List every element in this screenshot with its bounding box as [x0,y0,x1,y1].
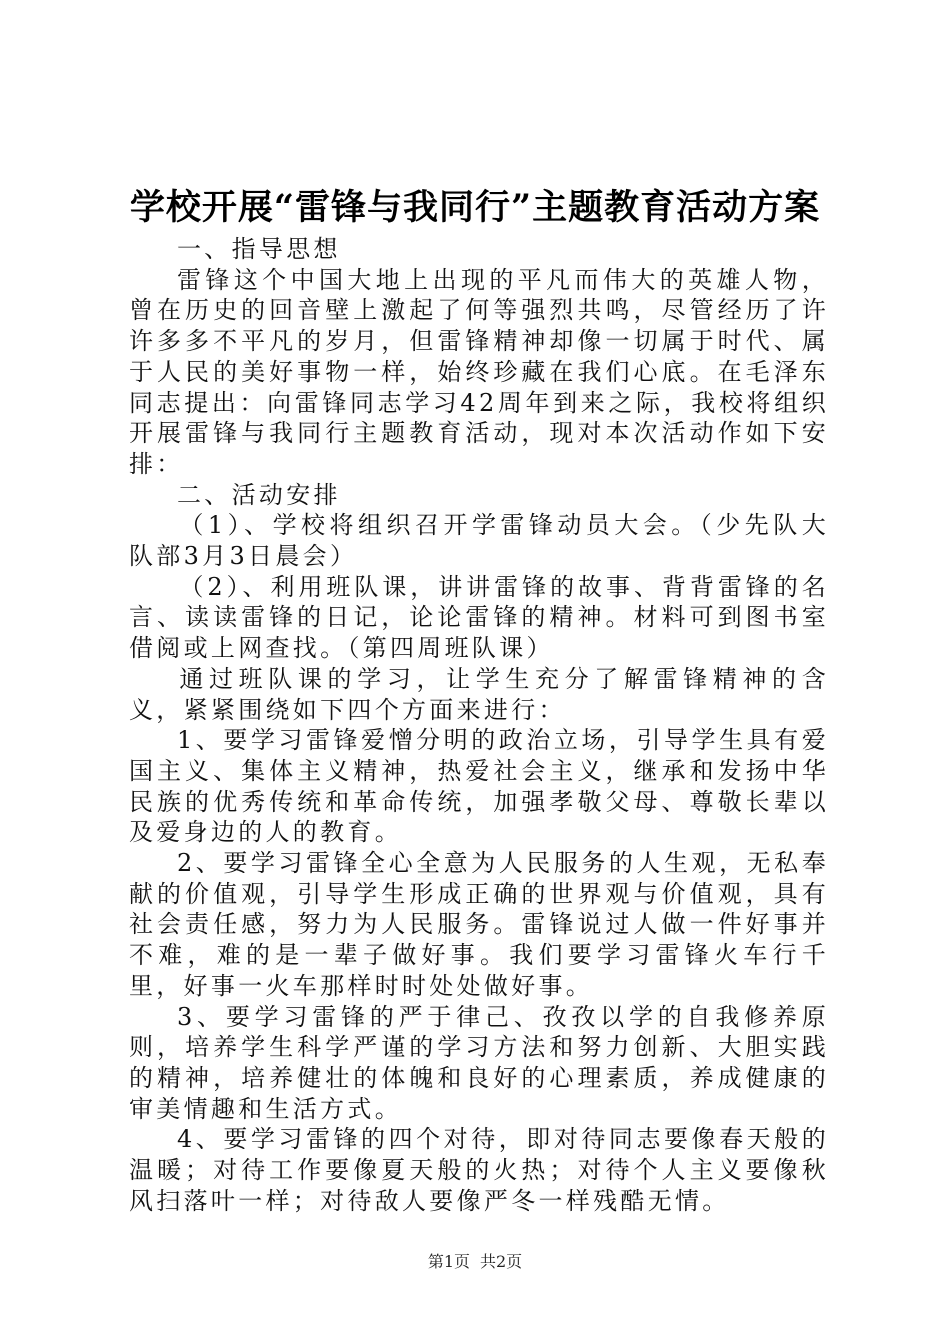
guiding-thought-paragraph: 雷锋这个中国大地上出现的平凡而伟大的英雄人物，曾在历史的回音壁上激起了何等强烈共鸣，尽管经历了许许多多不平凡的岁月，但雷锋精神却像一切属于时代、属于人民的美好事物一样，始终珍藏在我们心底。在毛泽东同志提出：向雷锋同志学习42周年到来之际，我校将组织开展雷锋与我同行主题教育活动，现对本次活动作如下安排： [129,265,829,478]
study-point-2: 2、要学习雷锋全心全意为人民服务的人生观，无私奉献的价值观，引导学生形成正确的世界观与价值观，具有社会责任感，努力为人民服务。雷锋说过人做一件好事并不难，难的是一辈子做好事。我们要学习雷锋火车行千里，好事一火车那样时时处处做好事。 [129,849,829,1000]
arrangement-item-1: （1）、学校将组织召开学雷锋动员大会。（少先队大队部3月3日晨会） [129,511,829,571]
arrangement-item-2: （2）、利用班队课，讲讲雷锋的故事、背背雷锋的名言、读读雷锋的日记，论论雷锋的精神。材料可到图书室借阅或上网查找。（第四周班队课） [129,572,829,663]
page-total: 共2页 [480,1252,523,1271]
document-title: 学校开展“雷锋与我同行”主题教育活动方案 [129,187,821,228]
intro-paragraph: 通过班队课的学习，让学生充分了解雷锋精神的含义，紧紧围绕如下四个方面来进行： [129,664,829,724]
page-number: 第1页 [427,1252,470,1271]
page-footer [0,1252,950,1272]
study-point-4: 4、要学习雷锋的四个对待，即对待同志要像春天般的温暖；对待工作要像夏天般的火热；对待个人主义要像秋风扫落叶一样；对待敌人要像严冬一样残酷无情。 [129,1125,829,1215]
section-heading-activity-arrangement: 二、活动安排 [177,480,341,509]
section-heading-guiding-thought: 一、指导思想 [177,235,341,263]
document-body [129,234,829,1217]
study-point-3: 3、要学习雷锋的严于律己、孜孜以学的自我修养原则，培养学生科学严谨的学习方法和努力创新、大胆实践的精神，培养健壮的体魄和良好的心理素质，养成健康的审美情趣和生活方式。 [129,1002,829,1123]
study-point-1: 1、要学习雷锋爱憎分明的政治立场，引导学生具有爱国主义、集体主义精神，热爱社会主义，继承和发扬中华民族的优秀传统和革命传统，加强孝敬父母、尊敬长辈以及爱身边的人的教育。 [129,726,829,847]
